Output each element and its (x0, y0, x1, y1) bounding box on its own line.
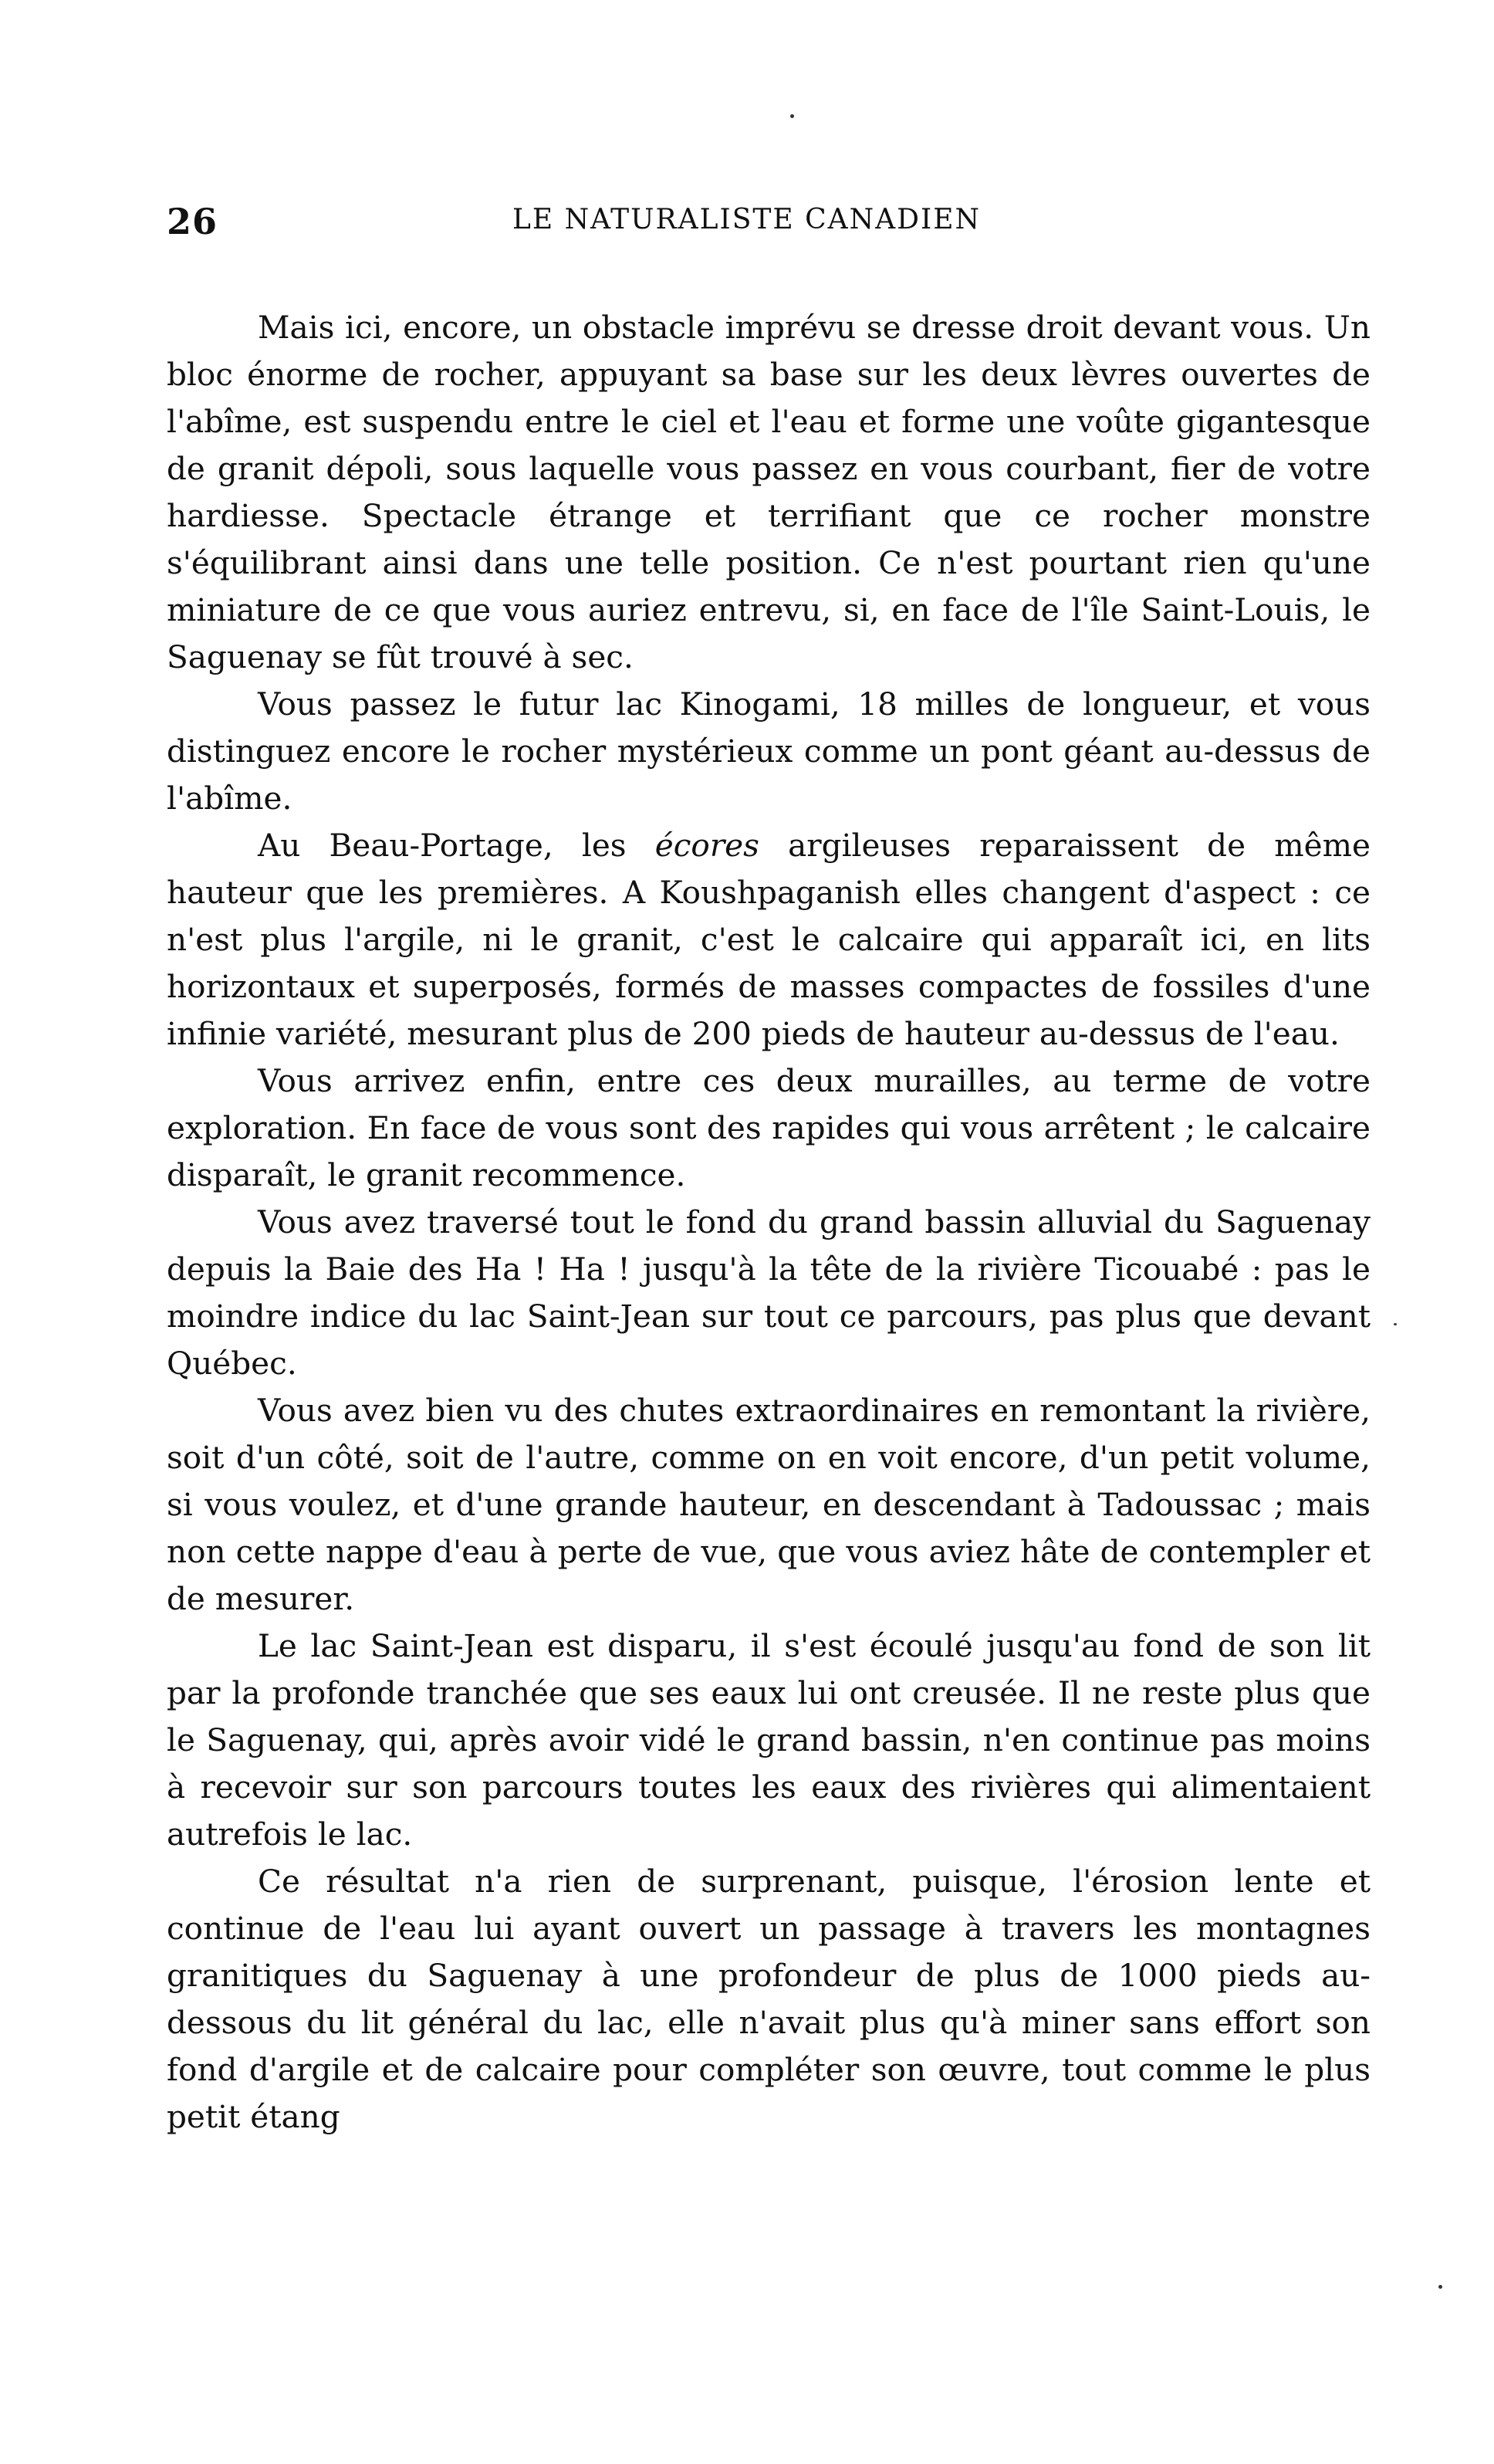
paragraph: Vous avez traversé tout le fond du grand bassin alluvial du Saguenay depuis la Baie des Ha ! Ha ! jusqu'à la tête de la rivière Ticouabé : pas le moindre indice du lac Saint-Jean sur tout ce parcours, pas plus que devant Québec. (167, 1203, 1371, 1382)
paragraph: Ce résultat n'a rien de surprenant, puisque, l'érosion lente et continue de l'eau lui ayant ouvert un passage à travers les montagnes granitiques du Saguenay à une profondeur de plus de 1000 pieds au-dessous du lit général du lac, elle n'avait plus qu'à miner sans effort son fond d'argile et de calcaire pour compléter son œuvre, tout comme le plus petit étang (167, 1863, 1371, 2135)
paragraph-text: argileuses reparaissent de même hauteur que les premières. A Koushpaganish elles changent d'aspect : ce n'est plus l'argile, ni le granit, c'est le calcaire qui apparaît ici, en lits horizontaux et superposés, formés de masses compactes de fossiles d'une infinie variété, mesurant plus de 200 pieds de hauteur au-dessus de l'eau. (167, 827, 1371, 1052)
scan-speck (1394, 1323, 1397, 1325)
journal-title: LE NATURALISTE CANADIEN (512, 204, 982, 235)
book-page (167, 201, 1371, 2393)
running-head (167, 201, 1371, 255)
paragraph: Vous arrivez enfin, entre ces deux murailles, au terme de votre exploration. En face de vous sont des rapides qui vous arrêtent ; le calcaire disparaît, le granit recommence. (167, 1062, 1371, 1193)
paragraph (167, 822, 1371, 1058)
paragraph: Vous avez bien vu des chutes extraordinaires en remontant la rivière, soit d'un côté, soit de l'autre, comme on en voit encore, d'un petit volume, si vous voulez, et d'une grande hauteur, en descendant à Tadoussac ; mais non cette nappe d'eau à perte de vue, que vous aviez hâte de contempler et de mesurer. (167, 1392, 1371, 1617)
body-text (167, 304, 1371, 2141)
paragraph-text: Au Beau-Portage, les (258, 827, 655, 864)
paragraph: Vous passez le futur lac Kinogami, 18 milles de longueur, et vous distinguez encore le rocher mystérieux comme un pont géant au-dessus de l'abîme. (167, 685, 1371, 817)
page-number: 26 (167, 201, 218, 242)
italic-term: écores (654, 827, 759, 864)
paragraph: Le lac Saint-Jean est disparu, il s'est écoulé jusqu'au fond de son lit par la profonde tranchée que ses eaux lui ont creusée. Il ne reste plus que le Saguenay, qui, après avoir vidé le grand bassin, n'en continue pas moins à recevoir sur son parcours toutes les eaux des rivières qui alimentaient autrefois le lac. (167, 1627, 1371, 1853)
paragraph: Mais ici, encore, un obstacle imprévu se dresse droit devant vous. Un bloc énorme de rocher, appuyant sa base sur les deux lèvres ouvertes de l'abîme, est suspendu entre le ciel et l'eau et forme une voûte gigantesque de granit dépoli, sous laquelle vous passez en vous courbant, fier de votre hardiesse. Spectacle étrange et terrifiant que ce rocher monstre s'équilibrant ainsi dans une telle position. Ce n'est pourtant rien qu'une miniature de ce que vous auriez entrevu, si, en face de l'île Saint-Louis, le Saguenay se fût trouvé à sec. (167, 309, 1371, 675)
scan-speck (1438, 2285, 1442, 2289)
scan-speck (790, 114, 794, 118)
